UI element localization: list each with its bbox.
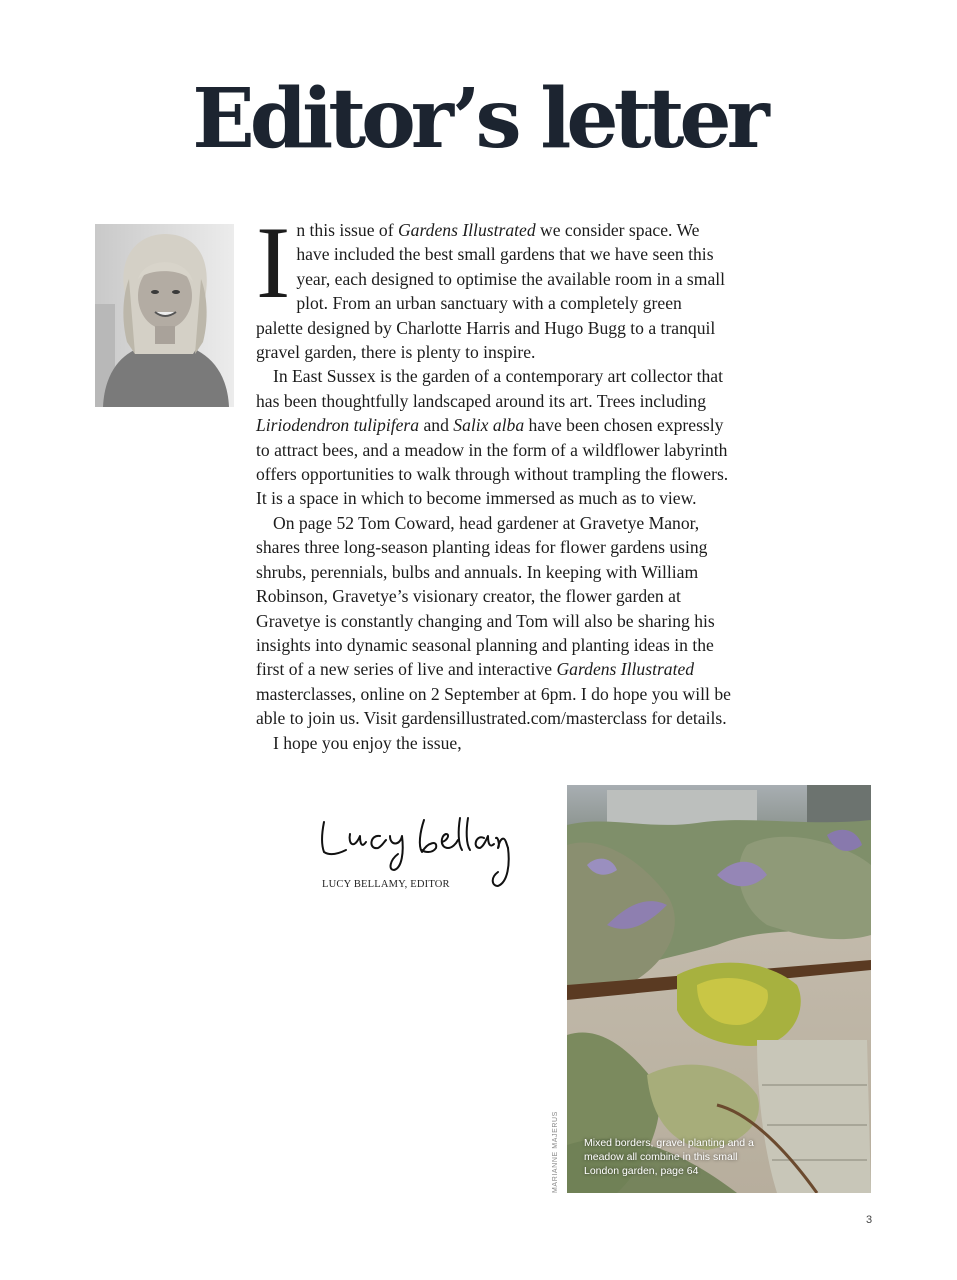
text-run: On page 52 Tom Coward, head gardener at Gravetye Manor, shares three long-season planting ideas for flower gardens using shrubs, perennials, bulbs and annuals. In keeping with William Robinson, Gravetye’s visionary creator, the flower garden at Gravetye is constantly changing and Tom will also be sharing his insights into dynamic seasonal planning and planting ideas in the first of a new series of live and interactive xyxy=(256,512,715,680)
italic-text-run: Gardens Illustrated xyxy=(397,220,536,240)
text-run: n this issue of xyxy=(296,220,398,240)
garden-photo xyxy=(567,785,871,1193)
text-run: and xyxy=(419,415,454,436)
italic-text-run: Liriodendron tulipifera xyxy=(256,415,420,436)
photo-credit: MARIANNE MAJERUS xyxy=(552,1111,559,1193)
paragraph-3 xyxy=(256,511,732,731)
page-title: Editor’s letter xyxy=(192,71,765,167)
text-run: masterclasses, online on 2 September at 6pm. I do hope you will be able to join us. Visit gardensillustrated.com/masterclass for details. xyxy=(256,683,731,729)
italic-text-run: Gardens Illustrated xyxy=(556,659,695,680)
text-run: In East Sussex is the garden of a contemporary art collector that has been thoughtfully landscaped around its art. Trees including xyxy=(256,366,723,411)
drop-cap: I xyxy=(256,206,291,320)
page-number: 3 xyxy=(866,1214,873,1226)
photo-caption: Mixed borders, gravel planting and a meadow all combine in this small London garden, page 64 xyxy=(584,1137,754,1177)
closing-line: I hope you enjoy the issue, xyxy=(273,732,462,753)
signature-caption: LUCY BELLAMY, EDITOR xyxy=(322,879,450,890)
text-run: we consider space. We have included the best small gardens that we have seen this year, each designed to optimise the available room in a small plot. From an urban sanctuary with a completely green palette designed by Charlotte Harris and Hugo Bugg to a tranquil gravel garden, there is plenty to inspire. xyxy=(256,220,726,363)
letter-body xyxy=(256,206,732,755)
paragraph-1 xyxy=(256,206,732,364)
text-run: have been chosen expressly to attract bees, and a meadow in the form of a wildflower labyrinth offers opportunities to walk through without trampling the flowers. It is a space in which to become immersed as much as to view. xyxy=(256,415,729,509)
italic-text-run: Salix alba xyxy=(453,415,525,436)
paragraph-2 xyxy=(256,364,732,510)
editor-portrait xyxy=(95,224,234,407)
